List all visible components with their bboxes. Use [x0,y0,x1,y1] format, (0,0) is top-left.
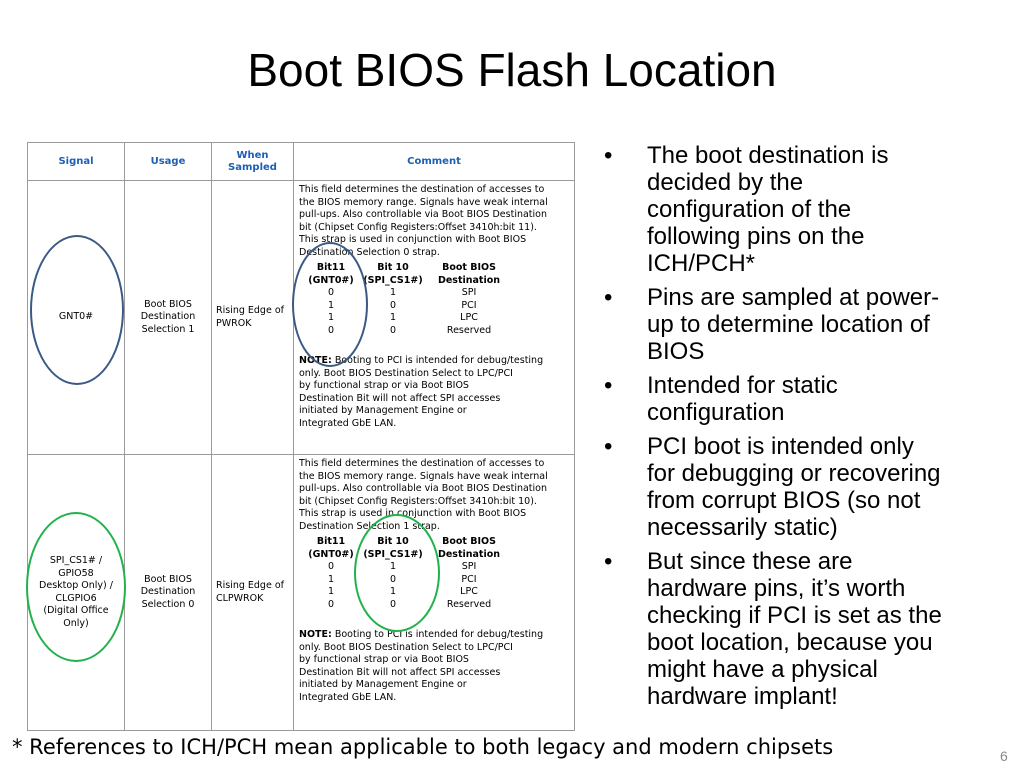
signal-cell: SPI_CS1# / GPIO58 Desktop Only) / CLGPIO6 (Digital Office Only) [28,455,125,731]
strap-bit11: 0 [327,287,335,298]
usage-cell: Boot BIOS Destination Selection 1 [125,181,212,455]
strap-header-bit10: Bit 10 (SPI_CS1#) [363,536,423,560]
header-comment: Comment [294,143,575,181]
strap-destination: Reserved [446,598,492,610]
note-block [299,629,568,704]
strap-destination: SPI [461,561,477,572]
bit10-column-highlight [354,514,440,632]
comment-intro: This field determines the destination of accesses to the BIOS memory range. Signals have weak internal pull-ups. Also controllable via Boot BIOS Destination bit (Chipset Config Registers:Offset 3410h:bit 10). This strap is used in conjunction with Boot BIOS Destination Selection 1 strap. [299,458,548,532]
strap-bit10: 0 [389,324,397,336]
strap-bit10: 1 [389,586,397,597]
bullet-dot-icon: • [604,548,613,575]
strap-bit10: 0 [389,598,397,610]
bullet-text: Pins are sampled at power- up to determine location of BIOS [647,284,940,365]
bullet-text: PCI boot is intended only for debugging or recovering from corrupt BIOS (so not necessarily static) [647,433,941,541]
strap-bit10: 1 [389,287,397,298]
strap-bit11: 1 [327,312,335,323]
strap-bit11: 0 [327,598,335,610]
strap-bit10: 1 [389,312,397,323]
list-item [600,372,1010,426]
strap-header-bit11: Bit11 (GNT0#) [308,262,354,286]
header-when-sampled: When Sampled [212,143,294,181]
strap-bit11: 0 [327,561,335,572]
bullet-dot-icon: • [604,142,613,169]
bullet-dot-icon: • [604,372,613,399]
bullet-text: But since these are hardware pins, it’s worth checking if PCI is set as the boot location, because you might have a physical hardware implant! [647,548,942,710]
strap-bit11: 0 [327,324,335,336]
strap-header-destination: Boot BIOS Destination [437,536,501,560]
bullet-text: The boot destination is decided by the configuration of the following pins on the ICH/PCH* [647,142,889,277]
spi-cs1-signal-highlight [26,512,126,662]
note-text: Booting to PCI is intended for debug/testing only. Boot BIOS Destination Select to LPC/PCI by functional strap or via Boot BIOS Destination Bit will not affect SPI accesses initiated by Management Engine or Integrated GbE LAN. [299,629,544,703]
strap-destination: LPC [460,312,478,323]
note-label: NOTE: [299,629,332,640]
list-item [600,142,1010,277]
header-signal: Signal [28,143,125,181]
usage-cell: Boot BIOS Destination Selection 0 [125,455,212,731]
list-item [600,433,1010,541]
footnote: * References to ICH/PCH mean applicable to both legacy and modern chipsets [12,735,834,759]
strap-bit10: 0 [389,299,397,311]
strap-bit11: 1 [327,573,335,585]
when-sampled-cell: Rising Edge of CLPWROK [212,455,294,731]
strap-bit10: 1 [389,561,397,572]
strap-destination: Reserved [446,324,492,336]
strap-bit10: 0 [389,573,397,585]
bit11-column-highlight [292,242,368,367]
bullet-text: Intended for static configuration [647,372,838,426]
strap-destination: SPI [461,287,477,298]
bullet-dot-icon: • [604,284,613,311]
strap-destination: PCI [461,573,477,585]
strap-header-destination: Boot BIOS Destination [437,262,501,286]
note-text: Booting to PCI is intended for debug/testing only. Boot BIOS Destination Select to LPC/PCI by functional strap or via Boot BIOS Destination Bit will not affect SPI accesses initiated by Management Engine or Integrated GbE LAN. [299,355,544,429]
strap-bit11: 1 [327,586,335,597]
page-number: 6 [1000,748,1008,764]
slide-title: Boot BIOS Flash Location [247,44,777,96]
when-sampled-cell: Rising Edge of PWROK [212,181,294,455]
table-header-row [28,143,575,181]
strap-bit11: 1 [327,299,335,311]
strap-header-bit11: Bit11 (GNT0#) [308,536,354,560]
strap-destination: LPC [460,586,478,597]
signal-cell: GNT0# [28,181,125,455]
strap-destination: PCI [461,299,477,311]
list-item [600,548,1010,710]
comment-intro: This field determines the destination of accesses to the BIOS memory range. Signals have weak internal pull-ups. Also controllable via Boot BIOS Destination bit (Chipset Config Registers:Offset 3410h:bit 11). This strap is used in conjunction with Boot BIOS Destination Selection 0 strap. [299,184,548,258]
header-usage: Usage [125,143,212,181]
bullet-list [600,142,1010,717]
note-label: NOTE: [299,355,332,366]
list-item [600,284,1010,365]
strap-header-bit10: Bit 10 (SPI_CS1#) [363,262,423,286]
gnt0-signal-highlight [30,235,124,385]
bullet-dot-icon: • [604,433,613,460]
note-block [299,355,568,430]
